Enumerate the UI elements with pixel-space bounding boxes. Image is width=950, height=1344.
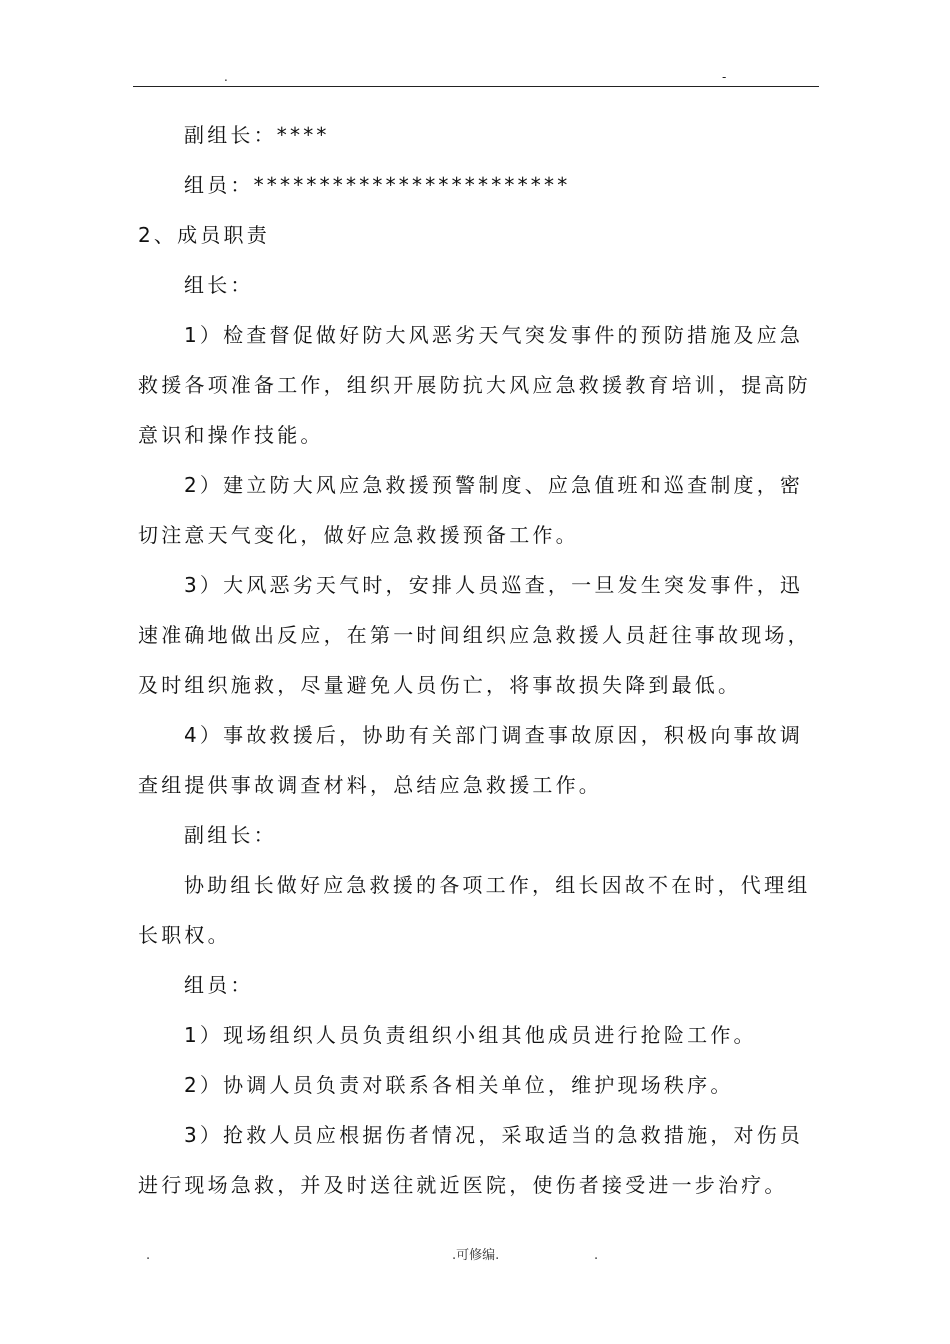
document-body: [138, 110, 814, 1210]
leader-heading: 组长：: [184, 273, 254, 297]
header-left-mark: .: [224, 70, 228, 84]
header-right-mark: -: [722, 70, 727, 84]
leader-duty-4: 4）事故救援后，协助有关部门调查事故原因，积极向事故调查组提供事故调查材料，总结应急救援工作。: [138, 723, 804, 797]
members-line: 组员：************************: [184, 173, 571, 197]
leader-duty-1: 1）检查督促做好防大风恶劣天气突发事件的预防措施及应急救援各项准备工作，组织开展防抗大风应急救援教育培训，提高防意识和操作技能。: [138, 323, 811, 447]
member-duty-1: 1）现场组织人员负责组织小组其他成员进行抢险工作。: [184, 1023, 757, 1047]
deputy-duty: 协助组长做好应急救援的各项工作，组长因故不在时，代理组长职权。: [138, 873, 811, 947]
leader-duty-2: 2）建立防大风应急救援预警制度、应急值班和巡查制度，密切注意天气变化，做好应急救援预备工作。: [138, 473, 804, 547]
footer-right-mark: .: [594, 1248, 599, 1263]
member-duty-2: 2）协调人员负责对联系各相关单位，维护现场秩序。: [184, 1073, 734, 1097]
member-duty-3: 3）抢救人员应根据伤者情况，采取适当的急救措施，对伤员进行现场急救，并及时送往就近医院，使伤者接受进一步治疗。: [138, 1123, 804, 1197]
members-heading: 组员：: [184, 973, 254, 997]
deputy-heading: 副组长：: [184, 823, 277, 847]
section-title: 2、成员职责: [138, 223, 270, 247]
footer-left-mark: .: [146, 1248, 151, 1263]
leader-duty-3: 3）大风恶劣天气时，安排人员巡查，一旦发生突发事件，迅速准确地做出反应，在第一时间组织应急救援人员赶往事故现场，及时组织施救，尽量避免人员伤亡，将事故损失降到最低。: [138, 573, 811, 697]
header-rule: [133, 86, 819, 87]
footer-center-text: .可修编.: [452, 1248, 500, 1263]
deputy-leader-line: 副组长：****: [184, 123, 330, 147]
